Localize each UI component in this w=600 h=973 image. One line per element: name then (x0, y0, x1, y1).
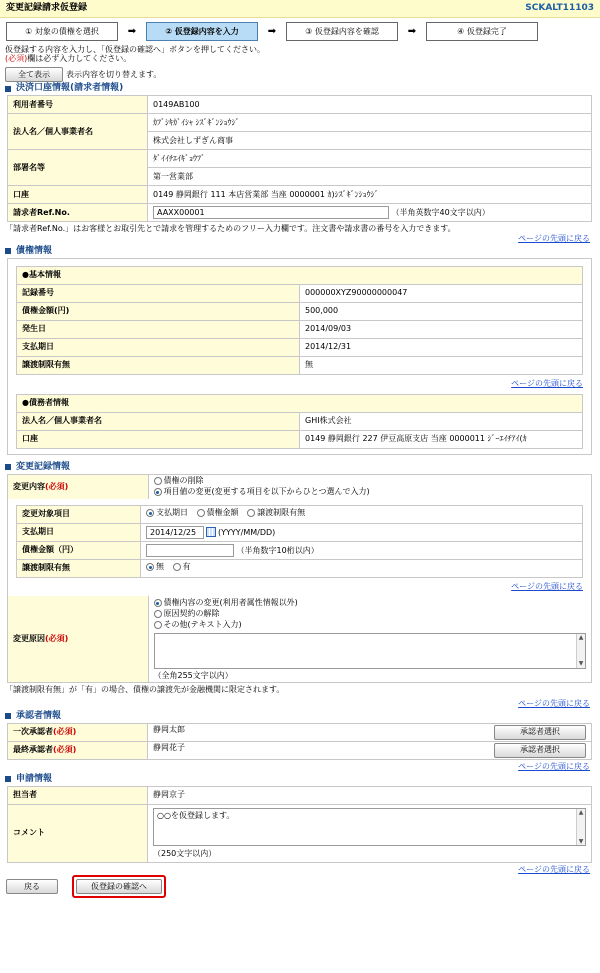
user-no-value: 0149AB100 (148, 96, 592, 114)
new-due-date-cell: 2014/12/25 (YYYY/MM/DD) (141, 523, 583, 541)
change-content-label: 変更内容(必須) (8, 475, 148, 499)
change-reason-cell: 債権内容の変更(利用者属性情報以外) 原因契約の解除 その他(テキスト入力) ▲ ▼ （全角255文字以内） (148, 596, 591, 683)
ref-no-hint: （半角英数字40文字以内） (391, 208, 490, 217)
first-approver-select-button[interactable]: 承認者選択 (494, 725, 586, 740)
first-approver-label: 一次承認者(必須) (8, 723, 148, 741)
step-3: ③ 仮登録内容を確認 (286, 22, 398, 41)
change-record-frame (7, 474, 592, 684)
new-transfer-options: 無 有 (141, 559, 583, 577)
guide-line-1: 仮登録する内容を入力し、「仮登録の確認へ」ボタンを押してください。 (5, 45, 265, 54)
person-value: 静岡京子 (148, 786, 592, 804)
debtor-name-value: GHI株式会社 (300, 412, 583, 430)
approver-table (7, 723, 592, 760)
amount-input[interactable] (146, 544, 234, 557)
corp-name-value: 株式会社しずぎん商事 (148, 132, 592, 150)
section-bullet-icon (5, 776, 11, 782)
section-bullet-icon (5, 86, 11, 92)
target-transfer-radio[interactable] (247, 509, 255, 517)
change-detail-table (16, 505, 583, 578)
page-title: 変更記録請求仮登録 (6, 3, 88, 14)
comment-textarea[interactable]: ○○を仮登録します。 ▲ ▼ (153, 808, 586, 846)
toggle-description: 表示内容を切り替えます。 (66, 69, 162, 79)
change-value-radio[interactable] (154, 488, 162, 496)
person-label: 担当者 (8, 786, 148, 804)
delete-claim-radio[interactable] (154, 477, 162, 485)
section-bullet-icon (5, 248, 11, 254)
account-value: 0149 静岡銀行 111 本店営業部 当座 0000001 ｶ)ｼｽﾞｷﾞﾝｼｮｳｼﾞ (148, 186, 592, 204)
section-heading-change: 変更記録情報 (0, 461, 600, 474)
ref-no-cell (148, 204, 592, 222)
debtor-info-title: ●債務者情報 (17, 394, 583, 412)
show-all-button[interactable]: 全て表示 (5, 67, 63, 82)
guide-text (0, 42, 600, 63)
first-approver-cell (148, 723, 592, 741)
change-content-options: 債権の削除 項目値の変更(変更する項目を以下からひとつ選んで入力) (148, 475, 591, 499)
guide-line-2: (必須)欄は必ず入力してください。 (5, 54, 132, 63)
step-indicator (0, 21, 600, 42)
transfer-restriction-value: 無 (300, 356, 583, 374)
ref-no-input[interactable]: AAXX00001 (153, 206, 389, 219)
required-mark: (必須) (5, 54, 28, 63)
reason-content-change-radio[interactable] (154, 599, 162, 607)
change-reason-table (8, 596, 591, 683)
step-2-current: ② 仮登録内容を入力 (146, 22, 258, 41)
dept-kana: ﾀﾞｲｲﾁｴｲｷﾞｮｳﾌﾞ (148, 150, 592, 168)
back-to-top-link[interactable]: ページの先頭に戻る (511, 378, 583, 388)
section-bullet-icon (5, 713, 11, 719)
final-approver-select-button[interactable]: 承認者選択 (494, 743, 586, 758)
comment-hint: （250文字以内） (153, 848, 217, 858)
amount-value: 500,000 (300, 302, 583, 320)
basic-info-title: ●基本情報 (17, 266, 583, 284)
back-to-top-link[interactable]: ページの先頭に戻る (518, 761, 590, 771)
section-bullet-icon (5, 464, 11, 470)
step-1: ① 対象の債権を選択 (6, 22, 118, 41)
section-heading-application: 申請情報 (0, 773, 600, 786)
final-approver-value: 静岡花子 (153, 742, 185, 752)
first-approver-value: 静岡太郎 (153, 724, 185, 734)
comment-label: コメント (8, 804, 148, 862)
corp-name-label: 法人名／個人事業者名 (8, 114, 148, 150)
final-approver-cell (148, 741, 592, 759)
textarea-scrollbar[interactable]: ▲ ▼ (576, 634, 585, 668)
debtor-account-label: 口座 (17, 430, 300, 448)
dept-value: 第一営業部 (148, 168, 592, 186)
record-no-label: 記録番号 (17, 284, 300, 302)
target-due-date-radio[interactable] (146, 509, 154, 517)
back-to-top-link[interactable]: ページの先頭に戻る (518, 233, 590, 243)
change-reason-label: 変更原因(必須) (8, 596, 148, 683)
title-bar (0, 0, 600, 18)
issue-date-label: 発生日 (17, 320, 300, 338)
new-amount-cell: （半角数字10桁以内） (141, 541, 583, 559)
due-date-input[interactable]: 2014/12/25 (146, 526, 204, 539)
reason-contract-cancel-radio[interactable] (154, 610, 162, 618)
display-toggle-row (0, 63, 600, 82)
ref-no-note: 「請求者Ref.No.」はお客様とお取引先とで請求を管理するためのフリー入力欄です。注文書や請求書の番号を入力できます。 (5, 224, 456, 233)
transfer-yes-radio[interactable] (173, 563, 181, 571)
claim-basic-table (16, 266, 583, 375)
debtor-account-value: 0149 静岡銀行 227 伊豆高原支店 当座 0000011 ｼﾞｰｴｲﾁｱｲ(ｶ (300, 430, 583, 448)
section-heading-approver: 承認者情報 (0, 710, 600, 723)
change-content-table (8, 475, 591, 499)
new-due-date-label: 支払期日 (17, 523, 141, 541)
section-heading-settlement: 決済口座情報(請求者情報) (0, 82, 600, 95)
back-to-top-link[interactable]: ページの先頭に戻る (518, 698, 590, 708)
new-transfer-label: 譲渡制限有無 (17, 559, 141, 577)
amount-label: 債権金額(円) (17, 302, 300, 320)
calendar-icon[interactable] (206, 527, 216, 537)
back-to-top-link[interactable]: ページの先頭に戻る (518, 864, 590, 874)
debtor-name-label: 法人名／個人事業者名 (17, 412, 300, 430)
application-table (7, 786, 592, 863)
account-label: 口座 (8, 186, 148, 204)
new-amount-label: 債権金額（円） (17, 541, 141, 559)
ref-no-label: 請求者Ref.No. (8, 204, 148, 222)
due-date-label: 支払期日 (17, 338, 300, 356)
settlement-table (7, 95, 592, 222)
reason-textarea[interactable] (154, 633, 587, 669)
step-arrow-icon: ➡ (127, 25, 137, 37)
footer-actions (0, 876, 600, 898)
dept-label: 部署名等 (8, 150, 148, 186)
step-arrow-icon: ➡ (267, 25, 277, 37)
due-date-value: 2014/12/31 (300, 338, 583, 356)
back-to-top-link[interactable]: ページの先頭に戻る (511, 581, 583, 591)
transfer-restriction-label: 譲渡制限有無 (17, 356, 300, 374)
reason-other-radio[interactable] (154, 621, 162, 629)
debtor-table (16, 394, 583, 449)
issue-date-value: 2014/09/03 (300, 320, 583, 338)
target-amount-radio[interactable] (197, 509, 205, 517)
change-target-options: 支払期日 債権金額 譲渡制限有無 (141, 505, 583, 523)
claim-info-frame (7, 258, 592, 455)
transfer-no-radio[interactable] (146, 563, 154, 571)
confirm-highlight (72, 875, 166, 898)
step-arrow-icon: ➡ (407, 25, 417, 37)
corp-name-kana: ｶﾌﾞｼｷｶﾞｲｼｬ ｼｽﾞｷﾞﾝｼｮｳｼﾞ (148, 114, 592, 132)
record-no-value: 000000XYZ90000000047 (300, 284, 583, 302)
back-button[interactable]: 戻る (6, 879, 58, 894)
change-detail-block (8, 499, 591, 596)
section-heading-claim: 債権情報 (0, 245, 600, 258)
comment-cell (148, 804, 592, 862)
user-no-label: 利用者番号 (8, 96, 148, 114)
step-4: ④ 仮登録完了 (426, 22, 538, 41)
textarea-scrollbar[interactable]: ▲ ▼ (576, 809, 585, 845)
transfer-note: 「譲渡制限有無」が「有」の場合、債権の譲渡先が金融機関に限定されます。 (5, 685, 285, 695)
change-target-label: 変更対象項目 (17, 505, 141, 523)
screen-id: SCKALT11103 (525, 3, 594, 14)
final-approver-label: 最終承認者(必須) (8, 741, 148, 759)
reason-hint: （全角255文字以内） (153, 670, 233, 680)
confirm-button[interactable]: 仮登録の確認へ (76, 879, 162, 894)
